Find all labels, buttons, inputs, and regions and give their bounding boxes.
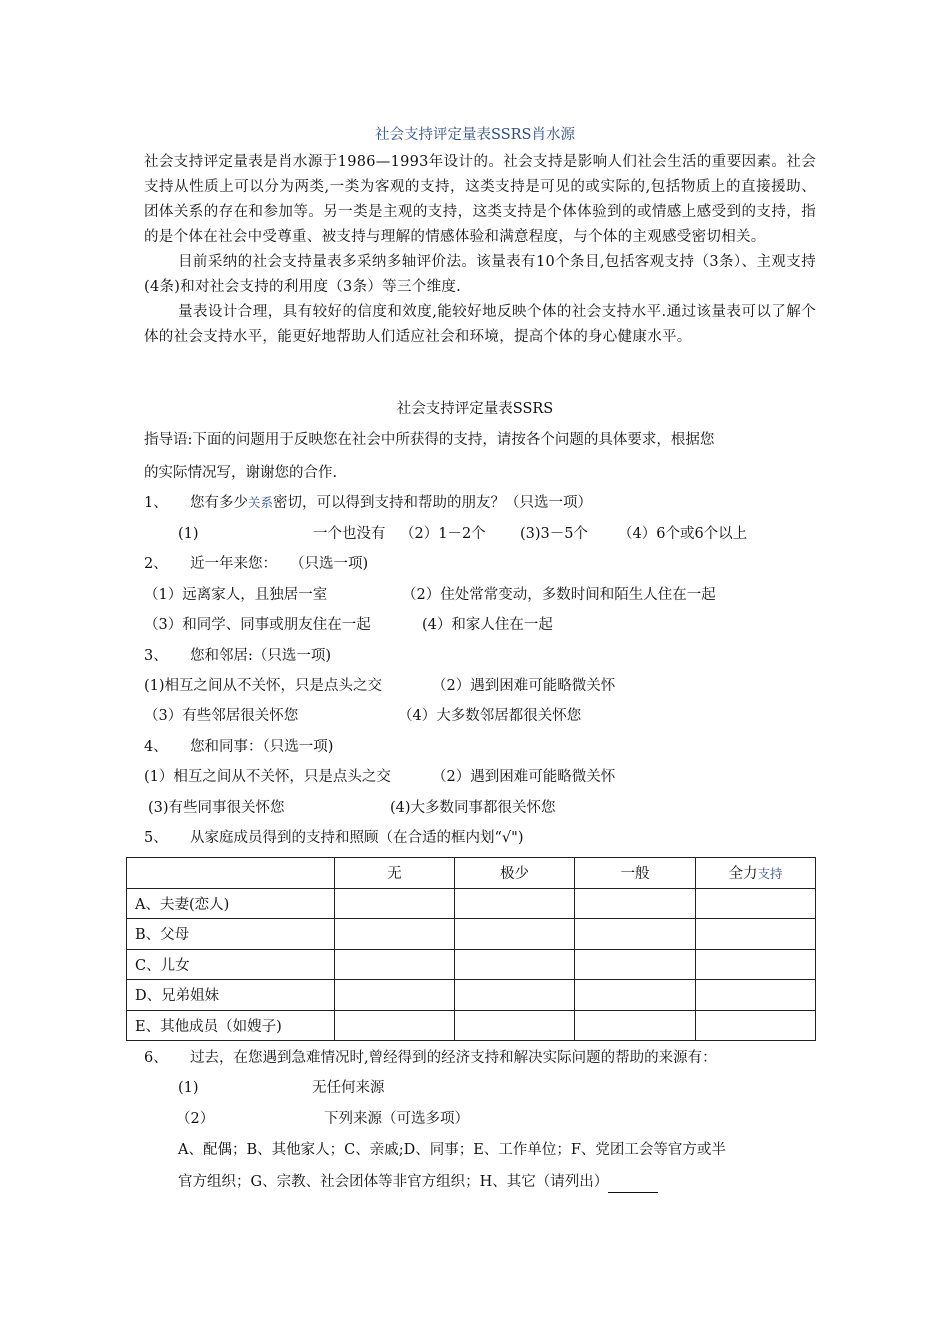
table-row-label: A、夫妻(恋人)	[127, 888, 335, 919]
q1-option-3: (3)3－5个	[520, 526, 588, 542]
table-row-label: E、其他成员（如嫂子)	[127, 1010, 335, 1041]
intro-section	[144, 150, 816, 350]
check-cell[interactable]	[696, 1010, 816, 1041]
q1-option-1-marker: (1)	[178, 526, 199, 542]
check-cell[interactable]	[575, 888, 696, 919]
q3-option-4: （4）大多数邻居都很关怀您	[398, 708, 582, 724]
guide-line-2: 的实际情况写，谢谢您的合作.	[144, 465, 338, 481]
table-row-label: C、儿女	[127, 949, 335, 980]
check-cell[interactable]	[696, 980, 816, 1011]
table-header-support-blue: 支持	[757, 866, 783, 882]
q3-option-1: (1)相互之间从不关怀，只是点头之交	[144, 678, 383, 694]
q6-option-2-marker: （2）	[176, 1111, 215, 1127]
q3-question: 您和邻居:（只选一项)	[190, 648, 332, 664]
check-cell[interactable]	[335, 919, 455, 950]
q6-option-1-text: 无任何来源	[312, 1080, 385, 1096]
q6-sources-line-1: A、配偶；B、其他家人；C、亲戚;D、同事；E、工作单位；F、党团工会等官方或半	[178, 1142, 726, 1158]
check-cell[interactable]	[575, 949, 696, 980]
q1-option-2: （2）1－2个	[400, 526, 486, 542]
check-cell[interactable]	[455, 1010, 575, 1041]
q6-number: 6、	[144, 1050, 168, 1066]
table-header-none: 无	[335, 858, 455, 889]
q4-option-1: (1）相互之间从不关怀，只是点头之交	[144, 769, 391, 785]
check-cell[interactable]	[335, 949, 455, 980]
q2-number: 2、	[144, 556, 168, 572]
check-cell[interactable]	[335, 888, 455, 919]
check-cell[interactable]	[455, 949, 575, 980]
table-header-full-support	[696, 858, 816, 889]
q3-option-2: （2）遇到困难可能略微关怀	[432, 678, 616, 694]
scale-title: 社会支持评定量表SSRS	[396, 401, 554, 417]
q6-sources-line-2	[178, 1171, 658, 1193]
q1-number: 1、	[144, 495, 168, 511]
check-cell[interactable]	[696, 949, 816, 980]
q2-option-1: （1）远离家人，且独居一室	[144, 587, 328, 603]
check-cell[interactable]	[455, 980, 575, 1011]
table-row	[127, 949, 816, 980]
q4-question: 您和同事：（只选一项)	[190, 739, 334, 755]
q1-question	[190, 492, 592, 514]
q4-option-4: (4)大多数同事都很关怀您	[390, 800, 556, 816]
q5-question: 从家庭成员得到的支持和照顾（在合适的框内划“√")	[190, 830, 524, 846]
q4-option-3: (3)有些同事很关怀您	[148, 800, 285, 816]
q2-option-4: (4）和家人住在一起	[422, 617, 553, 633]
table-header-average: 一般	[575, 858, 696, 889]
intro-paragraph-3: 量表设计合理，具有较好的信度和效度,能较好地反映个体的社会支持水平.通过该量表可以了解个体的社会支持水平，能更好地帮助人们适应社会和环境，提高个体的身心健康水平。	[144, 304, 816, 345]
table-row-label: D、兄弟姐妹	[127, 980, 335, 1011]
check-cell[interactable]	[696, 888, 816, 919]
q1-text-blue: 关系	[248, 495, 274, 510]
intro-paragraph-2: 目前采纳的社会支持量表多采纳多轴评价法。该量表有10个条目,包括客观支持（3条）、主观支持(4条)和对社会支持的利用度（3条）等三个维度.	[144, 254, 816, 295]
q2-option-3: （3）和同学、同事或朋友住在一起	[144, 617, 371, 633]
table-row	[127, 1010, 816, 1041]
check-cell[interactable]	[335, 980, 455, 1011]
q5-number: 5、	[144, 830, 168, 846]
q6-option-2-text: 下列来源（可选多项）	[324, 1111, 469, 1127]
table-header-blank	[127, 858, 335, 889]
q1-text-pre: 您有多少	[190, 495, 248, 511]
table-header-row	[127, 858, 816, 889]
q3-option-3: （3）有些邻居很关怀您	[144, 708, 299, 724]
q1-option-1-text: 一个也没有	[313, 526, 386, 542]
family-support-table	[126, 857, 816, 1041]
check-cell[interactable]	[455, 888, 575, 919]
q2-option-2: （2）住处常常变动，多数时间和陌生人住在一起	[402, 587, 716, 603]
table-row	[127, 888, 816, 919]
check-cell[interactable]	[575, 919, 696, 950]
check-cell[interactable]	[575, 980, 696, 1011]
q4-number: 4、	[144, 739, 168, 755]
table-row-label: B、父母	[127, 919, 335, 950]
check-cell[interactable]	[455, 919, 575, 950]
table-row	[127, 980, 816, 1011]
q6-option-1-marker: (1)	[178, 1080, 199, 1096]
table-row	[127, 919, 816, 950]
intro-paragraph-1: 社会支持评定量表是肖水源于1986—1993年设计的。社会支持是影响人们社会生活的重要因素。社会支持从性质上可以分为两类,一类为客观的支持，这类支持是可见的或实际的,包括物质上的直接援助、团体关系的存在和参加等。另一类是主观的支持，这类支持是个体体验到的或情感上感受到的支持，指的是个体在社会中受尊重、被支持与理解的情感体验和满意程度，与个体的主观感受密切相关。	[144, 154, 816, 245]
check-cell[interactable]	[335, 1010, 455, 1041]
q6-sources-line-2-text: 官方组织；G、宗教、社会团体等非官方组织；H、其它（请列出）	[178, 1174, 609, 1190]
table-header-little: 极少	[455, 858, 575, 889]
check-cell[interactable]	[575, 1010, 696, 1041]
q3-number: 3、	[144, 648, 168, 664]
q2-question: 近一年来您：	[190, 556, 277, 572]
q1-option-4: （4）6个或6个以上	[618, 526, 748, 542]
q6-question: 过去，在您遇到急难情况时,曾经得到的经济支持和解决实际问题的帮助的来源有：	[190, 1050, 717, 1066]
q2-note: （只选一项)	[290, 556, 369, 572]
fill-in-blank[interactable]	[608, 1176, 658, 1193]
q4-option-2: （2）遇到困难可能略微关怀	[432, 769, 616, 785]
check-cell[interactable]	[696, 919, 816, 950]
document-title: 社会支持评定量表SSRS肖水源	[375, 127, 575, 143]
q1-text-post: 密切，可以得到支持和帮助的朋友？（只选一项）	[273, 495, 593, 511]
guide-line-1: 指导语:下面的问题用于反映您在社会中所获得的支持，请按各个问题的具体要求，根据您	[144, 432, 715, 448]
table-header-full: 全力	[728, 866, 758, 883]
